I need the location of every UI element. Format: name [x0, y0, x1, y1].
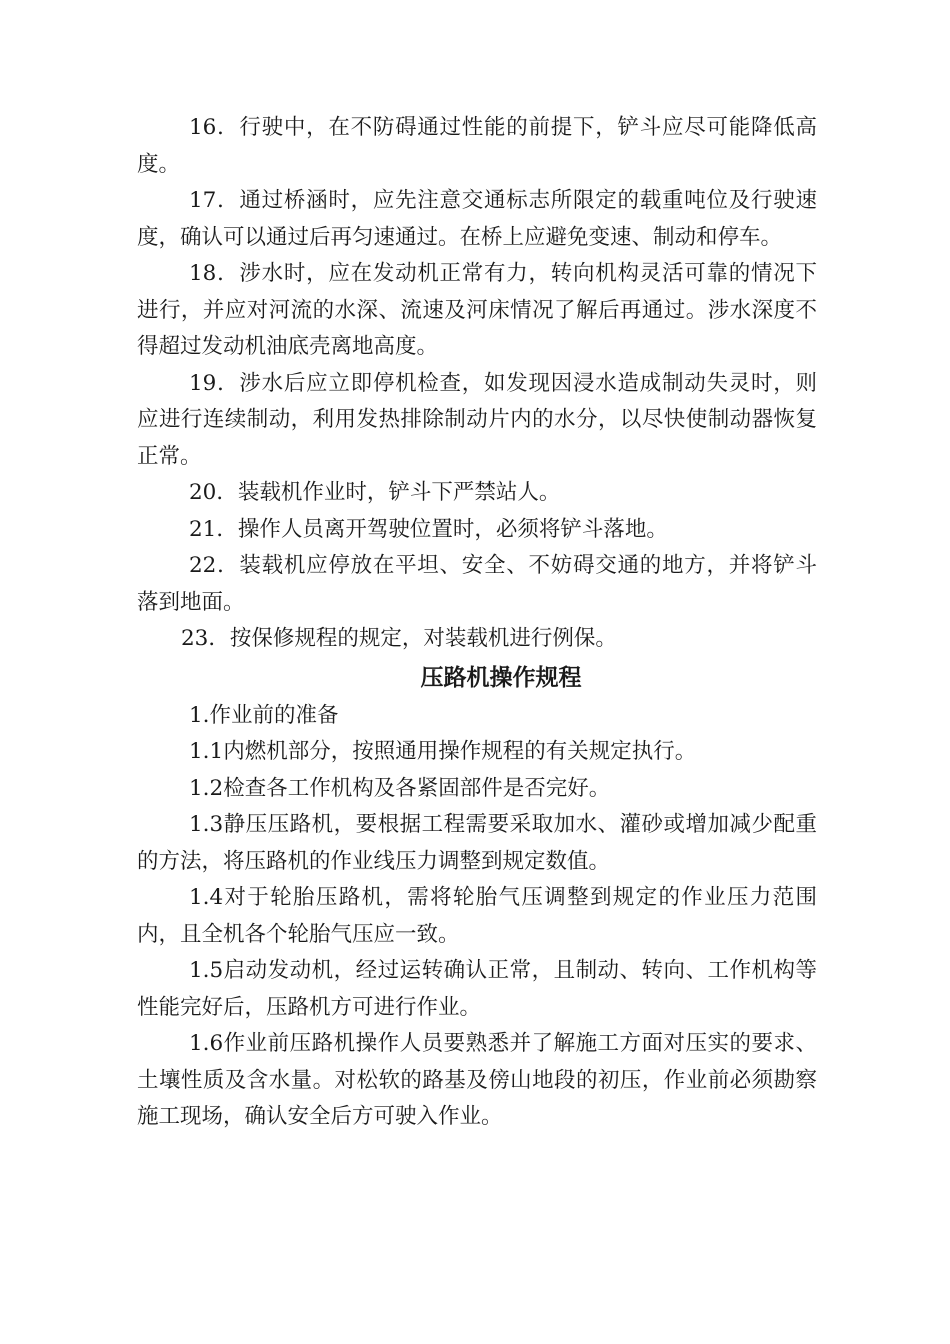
paragraph-16: 16．行驶中，在不防碍通过性能的前提下，铲斗应尽可能降低高度。: [137, 115, 817, 177]
paragraph-21: 21．操作人员离开驾驶位置时，必须将铲斗落地。: [189, 516, 668, 542]
paragraph-1: 1.作业前的准备: [189, 702, 339, 728]
paragraph-1-6: 1.6作业前压路机操作人员要熟悉并了解施工方面对压实的要求、土壤性质及含水量。对松软的路基及傍山地段的初压，作业前必须勘察施工现场，确认安全后方可驶入作业。: [137, 1031, 817, 1129]
paragraph-1-5: 1.5启动发动机，经过运转确认正常，且制动、转向、工作机构等性能完好后，压路机方可进行作业。: [137, 958, 817, 1020]
paragraph-1-1: 1.1内燃机部分，按照通用操作规程的有关规定执行。: [189, 739, 697, 764]
document-page: [137, 110, 817, 1136]
section-title: 压路机操作规程: [420, 664, 582, 691]
paragraph-1-4: 1.4对于轮胎压路机，需将轮胎气压调整到规定的作业压力范围内，且全机各个轮胎气压应一致。: [137, 885, 817, 947]
paragraph-17: 17．通过桥涵时，应先注意交通标志所限定的载重吨位及行驶速度，确认可以通过后再匀速通过。在桥上应避免变速、制动和停车。: [137, 188, 817, 250]
paragraph-1-3: 1.3静压压路机，要根据工程需要采取加水、灌砂或增加减少配重的方法，将压路机的作业线压力调整到规定数值。: [137, 812, 817, 874]
paragraph-23: 23．按保修规程的规定，对装载机进行例保。: [181, 626, 617, 651]
paragraph-22: 22．装载机应停放在平坦、安全、不妨碍交通的地方，并将铲斗落到地面。: [137, 553, 817, 615]
paragraph-18: 18．涉水时，应在发动机正常有力，转向机构灵活可靠的情况下进行，并应对河流的水深、流速及河床情况了解后再通过。涉水深度不得超过发动机油底壳离地高度。: [137, 261, 817, 359]
paragraph-20: 20．装载机作业时，铲斗下严禁站人。: [189, 480, 561, 505]
paragraph-1-2: 1.2检查各工作机构及各紧固部件是否完好。: [189, 775, 611, 801]
paragraph-19: 19．涉水后应立即停机检查，如发现因浸水造成制动失灵时，则应进行连续制动，利用发热排除制动片内的水分，以尽快使制动器恢复正常。: [137, 370, 817, 469]
